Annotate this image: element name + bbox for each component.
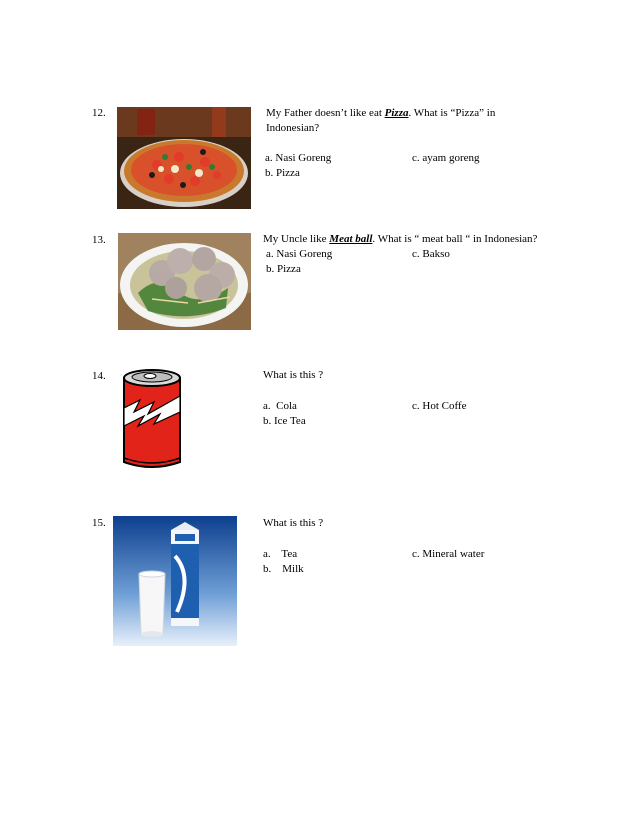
question-13-prompt: [263, 232, 537, 247]
question-14-prompt: What is this ?: [263, 369, 324, 381]
question-13-number: 13.: [92, 234, 106, 246]
question-15-option-c: c. Mineral water: [412, 548, 485, 560]
question-13-prompt-start: My Uncle like: [263, 233, 330, 245]
meatball-soup-picture: [118, 233, 251, 330]
question-13-prompt-end: . What is “ meat ball “ in Indonesian?: [372, 233, 538, 245]
question-12-prompt-end: . What is “Pizza” in: [408, 107, 496, 119]
question-13-keyword: Meat ball: [329, 233, 373, 245]
question-14-option-a: a. Cola: [263, 400, 297, 412]
question-15-option-a: a. Tea: [263, 548, 298, 560]
question-13-option-c: c. Bakso: [412, 248, 450, 260]
question-14-option-b: b. Ice Tea: [263, 415, 306, 427]
cola-can-picture: [120, 366, 184, 472]
question-12-prompt-start: My Father doesn’t like eat: [266, 107, 385, 119]
milk-glass-carton-picture: [113, 516, 237, 646]
question-12-option-b: b. Pizza: [265, 167, 300, 179]
question-12-keyword: Pizza: [384, 107, 409, 119]
question-12-option-a: a. Nasi Goreng: [265, 152, 332, 164]
question-12-number: 12.: [92, 107, 106, 119]
question-13-option-b: b. Pizza: [266, 263, 301, 275]
question-15-option-b: b. Milk: [263, 563, 304, 575]
question-13-option-a: a. Nasi Goreng: [266, 248, 333, 260]
question-14-option-c: c. Hot Coffe: [412, 400, 467, 412]
question-14-number: 14.: [92, 370, 106, 382]
question-12-prompt-line2: Indonesian?: [266, 122, 320, 134]
question-12-prompt: [266, 106, 495, 136]
question-15-number: 15.: [92, 517, 106, 529]
pizza-picture: [117, 107, 251, 209]
question-15-prompt: What is this ?: [263, 517, 324, 529]
question-12-option-c: c. ayam goreng: [412, 152, 480, 164]
